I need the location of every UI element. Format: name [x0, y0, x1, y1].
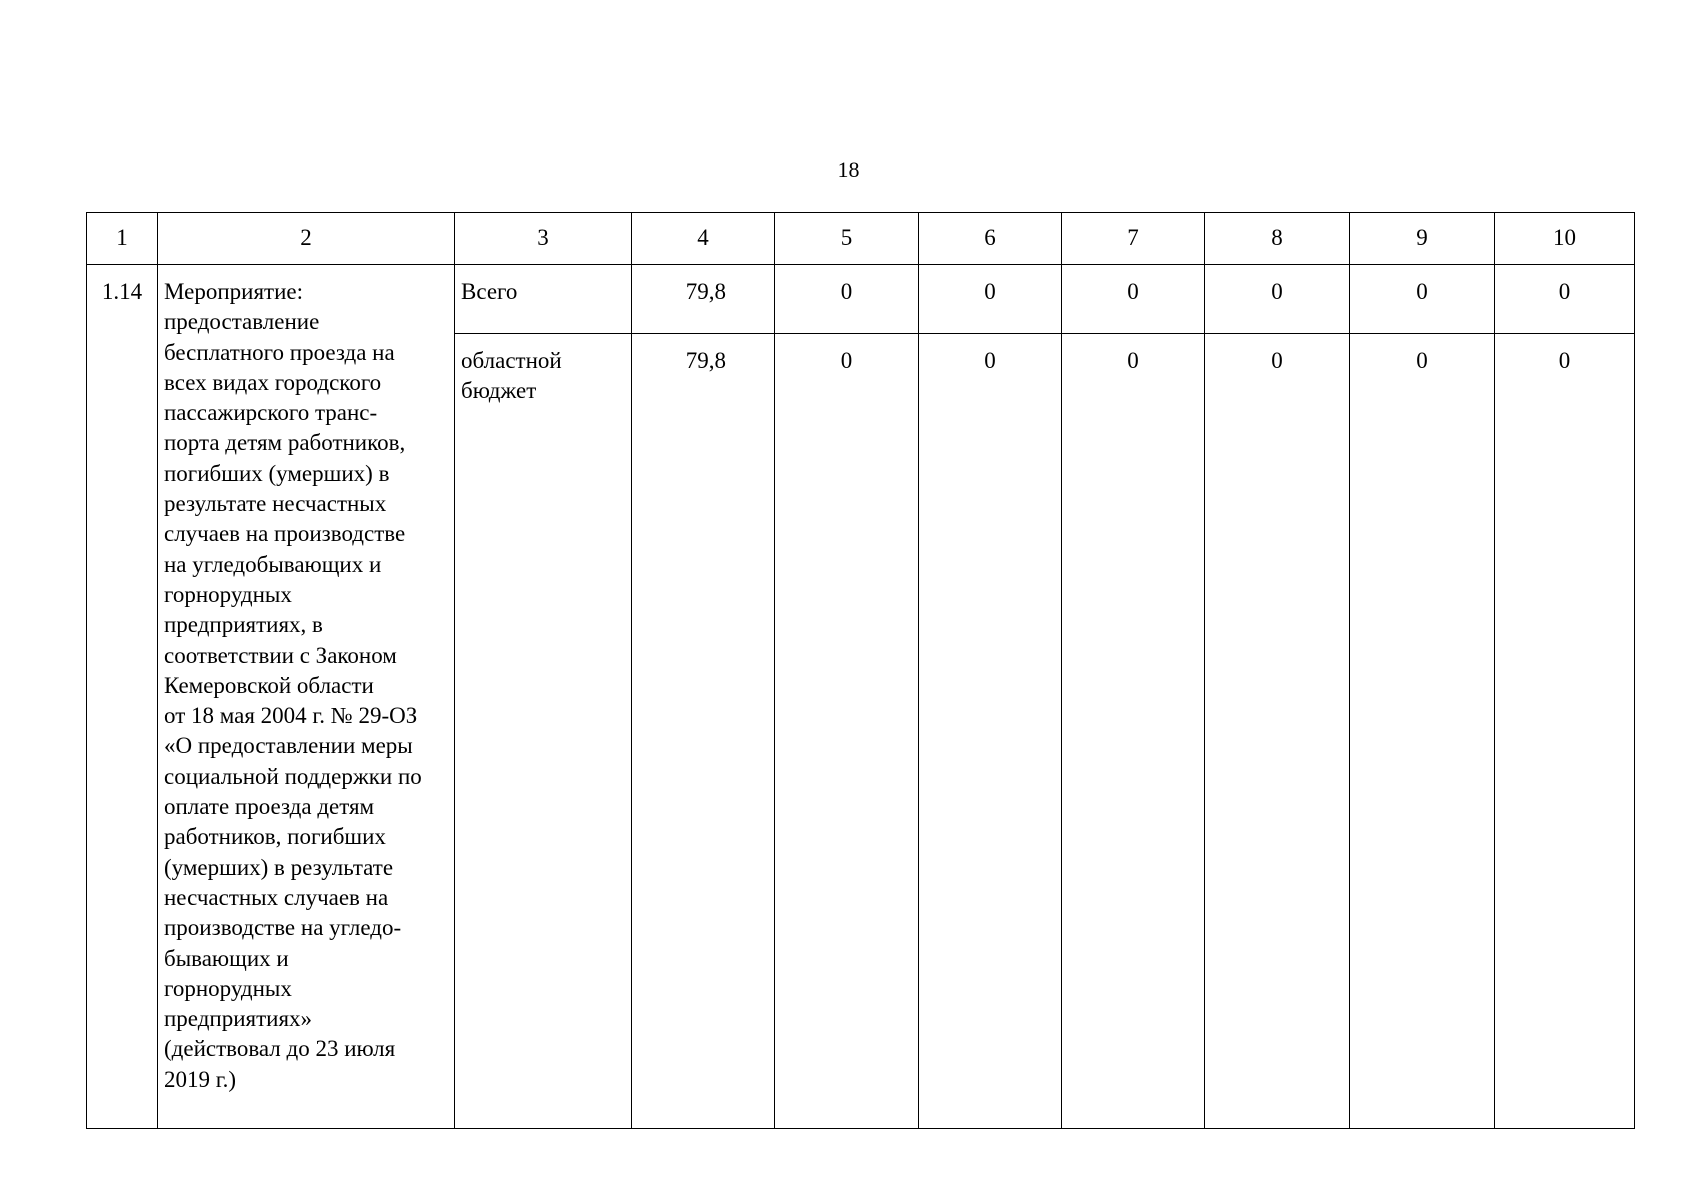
description-line: всех видах городского — [164, 369, 382, 395]
value-cell: 0 — [919, 334, 1062, 1129]
value-cell: 0 — [919, 265, 1062, 334]
description-line: «О предоставлении меры — [164, 733, 413, 759]
description-line: случаев на производстве — [164, 521, 406, 547]
funding-source-label: Всего — [461, 279, 518, 304]
program-table — [86, 212, 1635, 1129]
value-cell: 0 — [1495, 265, 1635, 334]
description-line: горнорудных — [164, 975, 292, 1001]
header-cell: 3 — [455, 213, 632, 265]
description-line: предприятиях» — [164, 1006, 313, 1032]
value-cell: 0 — [1350, 334, 1495, 1129]
description-line: (действовал до 23 июля — [164, 1036, 396, 1062]
value-cell: 0 — [775, 334, 919, 1129]
header-cell: 2 — [158, 213, 455, 265]
page-number: 18 — [837, 157, 860, 182]
funding-source-label: бюджет — [461, 378, 537, 404]
description-line: предприятиях, в — [164, 612, 323, 638]
description-line: оплате проезда детям — [164, 794, 375, 820]
description-line: несчастных случаев на — [164, 884, 389, 910]
value-cell: 0 — [1205, 334, 1350, 1129]
description-line: соответствии с Законом — [164, 642, 397, 668]
description-line: порта детям работников, — [164, 430, 406, 456]
table-header-row — [87, 213, 1635, 265]
description-line: Мероприятие: — [164, 279, 304, 304]
description-line: предоставление — [164, 309, 320, 335]
description-line: работников, погибших — [164, 824, 386, 850]
header-cell: 1 — [87, 213, 158, 265]
description-line: бывающих и — [164, 945, 289, 971]
description-line: погибших (умерших) в — [164, 460, 390, 486]
description-line: горнорудных — [164, 581, 292, 607]
value-cell: 0 — [775, 265, 919, 334]
item-description — [158, 265, 455, 1129]
value-cell: 0 — [1350, 265, 1495, 334]
value-cell: 79,8 — [632, 334, 775, 1129]
description-line: от 18 мая 2004 г. № 29-ОЗ — [164, 703, 418, 729]
header-cell: 7 — [1062, 213, 1205, 265]
table-row-total — [87, 265, 1635, 334]
description-line: Кемеровской области — [164, 672, 374, 698]
header-cell: 10 — [1495, 213, 1635, 265]
description-line: 2019 г.) — [164, 1066, 236, 1092]
description-line: результате несчастных — [164, 491, 387, 517]
description-line: производстве на угледо- — [164, 915, 402, 941]
header-cell: 8 — [1205, 213, 1350, 265]
description-line: социальной поддержки по — [164, 763, 422, 789]
header-cell: 4 — [632, 213, 775, 265]
value-cell: 0 — [1062, 265, 1205, 334]
item-number: 1.14 — [87, 265, 158, 1129]
header-cell: 9 — [1350, 213, 1495, 265]
funding-source-label: областной — [461, 348, 562, 373]
funding-source-cell — [455, 334, 632, 1129]
description-line: (умерших) в результате — [164, 854, 394, 880]
value-cell: 0 — [1205, 265, 1350, 334]
value-cell: 0 — [1062, 334, 1205, 1129]
funding-source-cell — [455, 265, 632, 334]
description-line: на угледобывающих и — [164, 551, 382, 577]
header-cell: 6 — [919, 213, 1062, 265]
description-line: бесплатного проезда на — [164, 339, 395, 365]
description-line: пассажирского транс- — [164, 400, 378, 426]
value-cell: 79,8 — [632, 265, 775, 334]
header-cell: 5 — [775, 213, 919, 265]
value-cell: 0 — [1495, 334, 1635, 1129]
